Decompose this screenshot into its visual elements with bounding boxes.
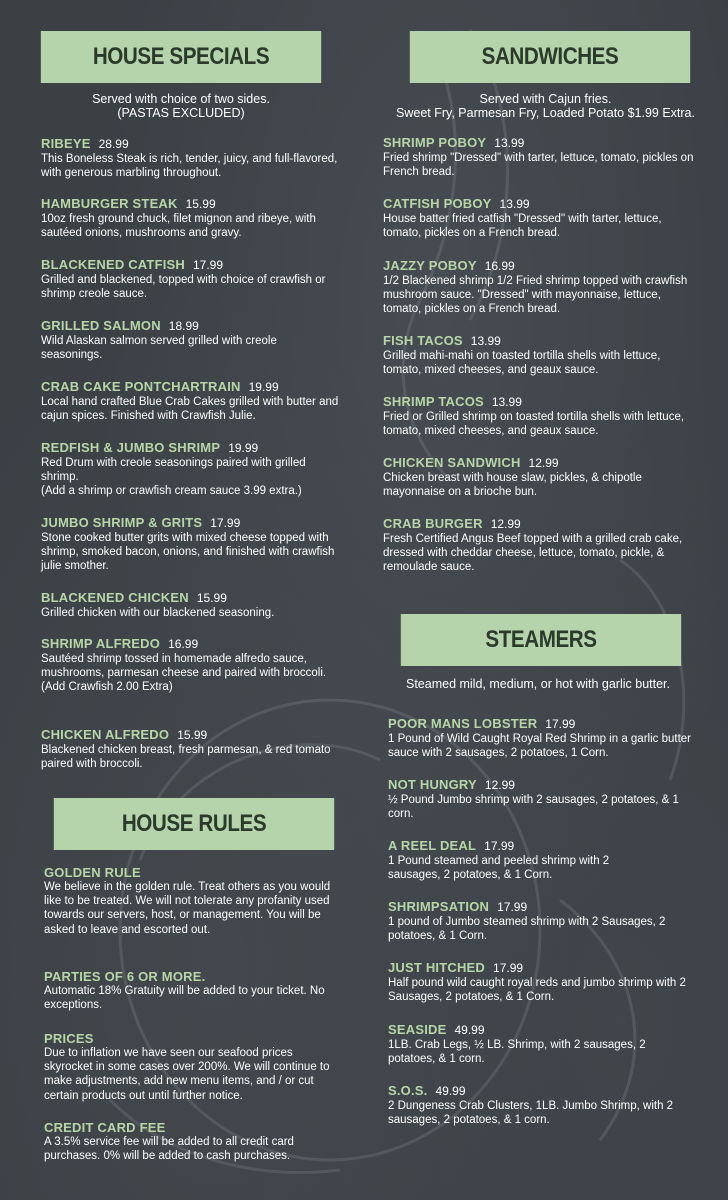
house-rules-title: HOUSE RULES <box>121 810 267 837</box>
menu-item <box>383 394 698 438</box>
item-price: 17.99 <box>193 258 224 272</box>
sandwiches-title: SANDWICHES <box>481 43 619 70</box>
item-description: Half pound wild caught royal reds and jumbo shrimp with 2 Sausages, 2 potatoes, & 1 Corn. <box>388 977 686 1004</box>
item-name: BLACKENED CATFISH <box>41 257 185 272</box>
house-rules-banner <box>54 798 334 850</box>
item-name: CRAB BURGER <box>383 516 483 531</box>
menu-item <box>41 590 341 620</box>
item-description: Chicken breast with house slaw, pickles, & chipotle mayonnaise on a brioche bun. <box>383 472 642 499</box>
item-description: Grilled mahi-mahi on toasted tortilla shells with lettuce, tomato, mixed cheeses, and geaux sauce. <box>383 350 661 377</box>
item-price: 13.99 <box>499 197 530 211</box>
item-price: 17.99 <box>210 516 241 530</box>
item-name: NOT HUNGRY <box>388 777 477 792</box>
rule-description: A 3.5% service fee will be added to all credit card purchases. 0% will be added to cash purchases. <box>44 1136 294 1163</box>
menu-item <box>388 777 693 821</box>
rule-item <box>44 969 339 1012</box>
menu-item <box>383 258 693 317</box>
item-price: 12.99 <box>484 778 515 792</box>
menu-item <box>388 960 693 1004</box>
item-name: JUMBO SHRIMP & GRITS <box>41 515 203 530</box>
item-name: S.O.S. <box>388 1083 428 1098</box>
item-name: A REEL DEAL <box>388 838 477 853</box>
item-description: 2 Dungeness Crab Clusters, 1LB. Jumbo Shrimp, with 2 sausages, 2 potatoes, & 1 corn. <box>388 1100 674 1127</box>
item-description: House batter fried catfish "Dressed" with tarter, lettuce, tomato, pickles on a French bread. <box>383 213 662 240</box>
item-description: Fried shrimp "Dressed" with tarter, lettuce, tomato, pickles on French bread. <box>383 152 694 179</box>
item-price: 28.99 <box>98 137 129 151</box>
menu-item <box>41 257 341 301</box>
item-description: 1/2 Blackened shrimp 1/2 Fried shrimp topped with crawfish mushroom sauce. "Dressed" with mayonnaise, lettuce, tomato, pickles on a French bread. <box>383 275 688 316</box>
item-name: POOR MANS LOBSTER <box>388 716 538 731</box>
rule-item <box>44 1031 344 1103</box>
item-name: GRILLED SALMON <box>41 318 161 333</box>
item-name: SHRIMPSATION <box>388 899 490 914</box>
item-description: 1 Pound of Wild Caught Royal Red Shrimp in a garlic butter sauce with 2 sausages, 2 potatoes, 1 Corn. <box>388 733 691 760</box>
menu-item <box>388 1083 693 1127</box>
menu-item <box>383 516 683 575</box>
item-price: 49.99 <box>435 1084 466 1098</box>
item-description: 1 Pound steamed and peeled shrimp with 2 sausages, 2 potatoes, & 1 Corn. <box>388 855 610 882</box>
item-price: 16.99 <box>168 637 199 651</box>
item-price: 13.99 <box>470 334 501 348</box>
steamers-subtitle: Steamed mild, medium, or hot with garlic butter. <box>405 677 670 691</box>
menu-item <box>388 1022 668 1066</box>
rule-item <box>44 865 334 937</box>
item-price: 19.99 <box>228 441 259 455</box>
menu-item <box>41 318 331 362</box>
menu-item <box>41 727 331 771</box>
item-price: 17.99 <box>497 900 528 914</box>
item-note: (Add Crawfish 2.00 Extra) <box>41 681 173 694</box>
rule-description: Due to inflation we have seen our seafood prices skyrocket in some cases over 200%. We will continue to make adjustments, add new menu items, and / or cut certain products out until further notice. <box>44 1047 330 1102</box>
rule-name: PRICES <box>44 1031 94 1046</box>
menu-item <box>383 135 703 179</box>
sandwiches-banner <box>410 31 690 83</box>
rule-item <box>44 1120 334 1163</box>
steamers-title: STEAMERS <box>485 626 597 653</box>
item-description: Red Drum with creole seasonings paired with grilled shrimp. <box>41 457 306 484</box>
rule-name: GOLDEN RULE <box>44 865 141 880</box>
item-price: 12.99 <box>528 456 559 470</box>
item-name: HAMBURGER STEAK <box>41 196 178 211</box>
item-description: Grilled and blackened, topped with choice of crawfish or shrimp creole sauce. <box>41 274 326 301</box>
menu-item <box>41 515 346 574</box>
menu-item <box>383 455 693 499</box>
sandwiches-subtitle: Served with Cajun fries. <box>479 92 612 106</box>
item-description: This Boneless Steak is rich, tender, juicy, and full-flavored, with generous marbling throughout. <box>41 153 338 180</box>
house-specials-title: HOUSE SPECIALS <box>92 43 270 70</box>
item-description: Wild Alaskan salmon served grilled with creole seasonings. <box>41 335 277 362</box>
item-price: 15.99 <box>185 197 216 211</box>
item-name: SHRIMP TACOS <box>383 394 484 409</box>
item-description: Local hand crafted Blue Crab Cakes grilled with butter and cajun spices. Finished with Crawfish Julie. <box>41 396 339 423</box>
item-price: 16.99 <box>484 259 515 273</box>
menu-item <box>41 440 341 499</box>
sandwiches-subtitle-note: Sweet Fry, Parmesan Fry, Loaded Potato $1.99 Extra. <box>396 106 695 120</box>
item-name: JUST HITCHED <box>388 960 486 975</box>
menu-item <box>388 899 693 943</box>
menu-item <box>41 196 346 240</box>
item-name: REDFISH & JUMBO SHRIMP <box>41 440 221 455</box>
item-price: 13.99 <box>494 136 525 150</box>
menu-item <box>383 196 693 240</box>
item-description: Blackened chicken breast, fresh parmesan, & red tomato paired with broccoli. <box>41 744 331 771</box>
item-name: RIBEYE <box>41 136 91 151</box>
item-price: 18.99 <box>168 319 199 333</box>
house-specials-subtitle-block <box>18 92 344 120</box>
item-note: (Add a shrimp or crawfish cream sauce 3.99 extra.) <box>41 485 302 498</box>
item-description: Sautéed shrimp tossed in homemade alfredo sauce, mushrooms, parmesan cheese and paired with broccoli. <box>41 653 327 680</box>
item-name: BLACKENED CHICKEN <box>41 590 189 605</box>
house-specials-subtitle: Served with choice of two sides. <box>92 92 270 106</box>
rule-name: PARTIES OF 6 OR MORE. <box>44 969 206 984</box>
rule-description: We believe in the golden rule. Treat others as you would like to be treated. We will not tolerate any profanity used towards our servers, host, or management. You will be asked to leave and escorted out. <box>44 881 331 936</box>
item-price: 15.99 <box>196 591 227 605</box>
steamers-subtitle-block <box>378 677 698 691</box>
item-description: Fried or Grilled shrimp on toasted tortilla shells with lettuce, tomato, mixed cheeses, and geaux sauce. <box>383 411 685 438</box>
sandwiches-subtitle-block <box>383 92 708 120</box>
item-price: 17.99 <box>484 839 515 853</box>
menu-item <box>388 838 648 882</box>
item-price: 15.99 <box>177 728 208 742</box>
steamers-banner <box>401 614 681 666</box>
item-description: Grilled chicken with our blackened seasoning. <box>41 607 275 619</box>
item-price: 17.99 <box>493 961 524 975</box>
menu-item <box>388 716 693 760</box>
item-description: Fresh Certified Angus Beef topped with a grilled crab cake, dressed with cheddar cheese, lettuce, tomato, pickle, & remoulade sauce. <box>383 533 683 574</box>
item-description: ½ Pound Jumbo shrimp with 2 sausages, 2 potatoes, & 1 corn. <box>388 794 679 821</box>
item-name: CHICKEN SANDWICH <box>383 455 521 470</box>
menu-item <box>383 333 698 377</box>
item-price: 13.99 <box>491 395 522 409</box>
item-price: 12.99 <box>490 517 521 531</box>
menu-item <box>41 636 341 695</box>
item-name: SHRIMP POBOY <box>383 135 487 150</box>
item-name: CRAB CAKE PONTCHARTRAIN <box>41 379 241 394</box>
item-name: CATFISH POBOY <box>383 196 492 211</box>
item-name: CHICKEN ALFREDO <box>41 727 170 742</box>
item-description: Stone cooked butter grits with mixed cheese topped with shrimp, smoked bacon, onions, and finished with crawfish julie smother. <box>41 532 335 573</box>
menu-item <box>41 136 341 180</box>
item-name: FISH TACOS <box>383 333 463 348</box>
house-specials-banner <box>41 31 321 83</box>
item-description: 1LB. Crab Legs, ½ LB. Shrimp, with 2 sausages, 2 potatoes, & 1 corn. <box>388 1039 646 1066</box>
rule-description: Automatic 18% Gratuity will be added to your ticket. No exceptions. <box>44 985 325 1012</box>
item-description: 1 pound of Jumbo steamed shrimp with 2 Sausages, 2 potatoes, & 1 Corn. <box>388 916 666 943</box>
item-description: 10oz fresh ground chuck, filet mignon and ribeye, with sautéed onions, mushrooms and gravy. <box>41 213 316 240</box>
menu-item <box>41 379 343 423</box>
house-specials-subtitle-note: (PASTAS EXCLUDED) <box>117 106 245 120</box>
item-price: 17.99 <box>545 717 576 731</box>
item-name: SEASIDE <box>388 1022 447 1037</box>
item-name: SHRIMP ALFREDO <box>41 636 161 651</box>
item-name: JAZZY POBOY <box>383 258 477 273</box>
item-price: 49.99 <box>454 1023 485 1037</box>
item-price: 19.99 <box>248 380 279 394</box>
rule-name: CREDIT CARD FEE <box>44 1120 166 1135</box>
